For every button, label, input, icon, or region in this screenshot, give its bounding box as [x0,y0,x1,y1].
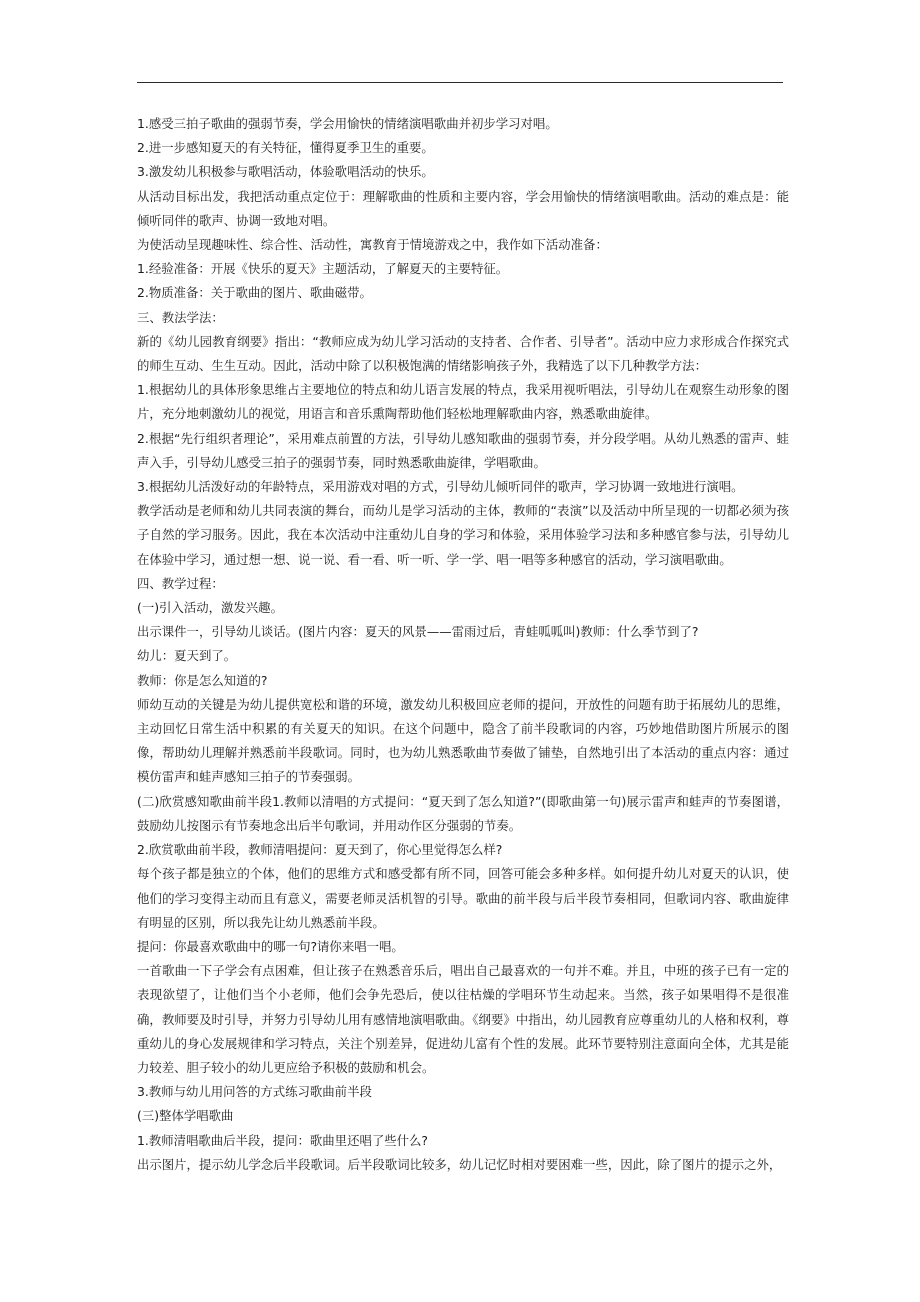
methods-summary: 教学活动是老师和幼儿共同表演的舞台，而幼儿是学习活动的主体，教师的“表演”以及活动中所呈现的一切都必须为孩子自然的学习服务。因此，我在本次活动中注重幼儿自身的学习和体验，采用体验学习法和多种感官参与法，引导幼儿在体验中学习，通过想一想、说一说、看一看、听一听、学一学、唱一唱等多种感官的活动，学习演唱歌曲。 [137,503,789,567]
goal-1: 1.感受三拍子歌曲的强弱节奏，学会用愉快的情绪演唱歌曲并初步学习对唱。 [137,116,558,131]
step-3-picture-paragraph: 出示图片，提示幼儿学念后半段歌词。后半段歌词比较多，幼儿记忆时相对要困难一些，因此，除了图片的提示之外， [137,1156,782,1172]
step-2-item-2: 2.欣赏歌曲前半段，教师清唱提问：夏天到了，你心里觉得怎么样? [137,842,503,858]
method-2: 2.根据“先行组织者理论”，采用难点前置的方法，引导幼儿感知歌曲的强弱节奏，并分段学唱。从幼儿熟悉的雷声、蛙声入手，引导幼儿感受三拍子的强弱节奏，同时熟悉歌曲旋律，学唱歌曲。 [137,430,789,470]
preparation-experience: 1.经验准备：开展《快乐的夏天》主题活动，了解夏天的主要特征。 [137,261,509,277]
step-3-heading: (三)整体学唱歌曲 [137,1108,234,1124]
step-2-heading: (二)欣赏感知歌曲前半段1.教师以清唱的方式提问：“夏天到了怎么知道?”(即歌曲第一句)展示雷声和蛙声的节奏图谱，鼓励幼儿按图示有节奏地念出后半句歌词，并用动作区分强弱的节奏。 [137,793,789,833]
section-heading-methods: 三、教法学法： [137,309,224,325]
header-rule [137,82,783,83]
goal-3: 3.激发幼儿积极参与歌唱活动，体验歌唱活动的快乐。 [137,164,434,180]
section-heading-process: 四、教学过程： [137,575,224,591]
interaction-paragraph: 师幼互动的关键是为幼儿提供宽松和谐的环境，激发幼儿积极回应老师的提问，开放性的问题有助于拓展幼儿的思维，主动回忆日常生活中积累的有关夏天的知识。在这个问题中，隐含了前半段歌词的内容，巧妙地借助图片所展示的图像，帮助幼儿理解并熟悉前半段歌词。同时，也为幼儿熟悉歌曲节奏做了铺垫，自然地引出了本活动的重点内容：通过模仿雷声和蛙声感知三拍子的节奏强弱。 [137,696,789,785]
teacher-question: 教师：你是怎么知道的? [137,672,268,688]
step-2-item-3: 3.教师与幼儿用问答的方式练习歌曲前半段 [137,1084,372,1100]
individual-paragraph: 每个孩子都是独立的个体，他们的思维方式和感受都有所不同，回答可能会多种多样。如何提升幼儿对夏天的认识，使他们的学习变得主动而且有意义，需要老师灵活机智的引导。歌曲的前半段与后半段节奏相同，但歌词内容、歌曲旋律有明显的区别，所以我先让幼儿熟悉前半段。 [137,866,789,930]
learning-paragraph: 一首歌曲一下子学会有点困难，但让孩子在熟悉音乐后，唱出自己最喜欢的一句并不难。并且，中班的孩子已有一定的表现欲望了，让他们当个小老师，他们会争先恐后，使以往枯燥的学唱环节生动起来。当然，孩子如果唱得不是很准确，教师要及时引导，并努力引导幼儿用有感情地演唱歌曲。《纲要》中指出，幼儿园教育应尊重幼儿的人格和权利，尊重幼儿的身心发展规律和学习特点，关注个别差异，促进幼儿富有个性的发展。此环节要特别注意面向全体，尤其是能力较差、胆子较小的幼儿更应给予积极的鼓励和机会。 [137,963,789,1075]
step-1-heading: (一)引入活动，激发兴趣。 [137,600,283,616]
favorite-question: 提问：你最喜欢歌曲中的哪一句?请你来唱一唱。 [137,938,404,954]
child-answer: 幼儿：夏天到了。 [137,648,237,664]
method-3: 3.根据幼儿活泼好动的年龄特点，采用游戏对唱的方式，引导幼儿倾听同伴的歌声，学习协调一致地进行演唱。 [137,479,744,495]
preparation-intro: 为使活动呈现趣味性、综合性、活动性，寓教育于情境游戏之中，我作如下活动准备： [137,237,608,253]
goal-2: 2.进一步感知夏天的有关特征，懂得夏季卫生的重要。 [137,140,434,156]
key-points-paragraph: 从活动目标出发，我把活动重点定位于：理解歌曲的性质和主要内容，学会用愉快的情绪演唱歌曲。活动的难点是：能倾听同伴的歌声、协调一致地对唱。 [137,188,789,228]
step-1-courseware: 出示课件一，引导幼儿谈话。(图片内容：夏天的风景——雷雨过后，青蛙呱呱叫)教师：什么季节到了? [137,624,699,640]
methods-intro: 新的《幼儿园教育纲要》指出：“教师应成为幼儿学习活动的支持者、合作者、引导者”。活动中应力求形成合作探究式的师生互动、生生互动。因此，活动中除了以积极饱满的情绪影响孩子外，我精选了以下几种教学方法： [137,333,789,374]
document-body [137,112,789,1177]
method-1: 1.根据幼儿的具体形象思维占主要地位的特点和幼儿语言发展的特点，我采用视听唱法，引导幼儿在观察生动形象的图片，充分地刺激幼儿的视觉，用语言和音乐熏陶帮助他们轻松地理解歌曲内容，熟悉歌曲旋律。 [137,382,789,422]
step-3-item-1: 1.教师清唱歌曲后半段，提问：歌曲里还唱了些什么? [137,1132,428,1148]
preparation-materials: 2.物质准备：关于歌曲的图片、歌曲磁带。 [137,285,372,301]
